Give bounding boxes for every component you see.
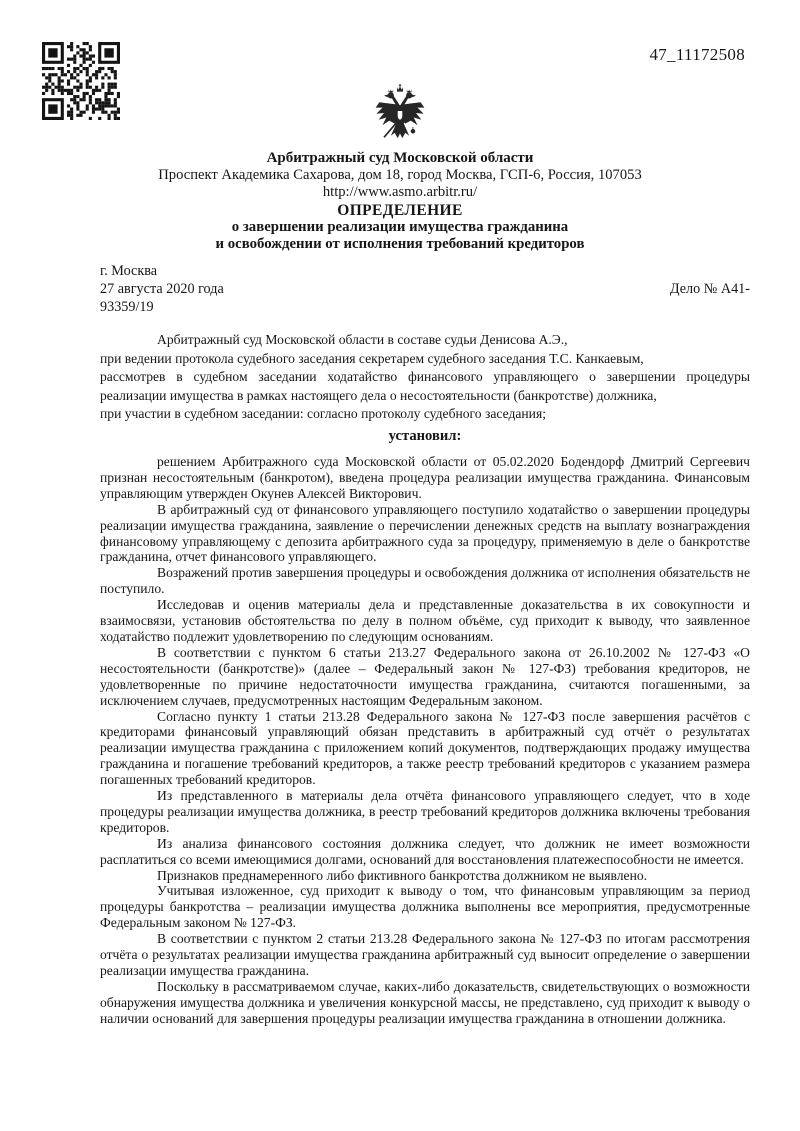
ruling-paragraph: Из анализа финансового состояния должника следует, что должник не имеет возможности расплатиться со всеми имеющимися долгами, оснований для восстановления платежеспособности не имеется. [100, 835, 750, 867]
document-title: ОПРЕДЕЛЕНИЕ [337, 202, 463, 219]
ruling-paragraph: Признаков преднамеренного либо фиктивного банкротства должником не выявлено. [157, 867, 648, 883]
document-header [0, 0, 800, 253]
document-subtitle-line2: и освобождении от исполнения требований кредиторов [215, 236, 585, 252]
ruling-paragraph: Согласно пункту 1 статьи 213.28 Федерального закона № 127-ФЗ после завершения расчётов с кредиторами финансовый управляющий обязан представить в арбитражный суд отчёт о результатах реализации имущества гражданина с приложением копий документов, подтверждающих продажу имущества гражданина и погашение требований кредиторов, а также реестр требований кредиторов с указанием размера погашенных требований кредиторов. [100, 708, 750, 788]
intro-line-attendance: при участии в судебном заседании: согласно протоколу судебного заседания; [100, 406, 546, 421]
intro-line-court-composition: Арбитражный суд Московской области в составе судьи Денисова А.Э., [157, 332, 568, 347]
decision-date: 27 августа 2020 года [100, 281, 224, 297]
document-number: 47_11172508 [649, 45, 745, 64]
court-name: Арбитражный суд Московской области [266, 150, 534, 166]
ruling-paragraph: В соответствии с пунктом 2 статьи 213.28 Федерального закона № 127-ФЗ по итогам рассмотрения отчёта о результатах реализации имущества гражданина арбитражный суд выносит определение о завершении реализации имущества гражданина. [100, 931, 750, 978]
ruling-heading: установил: [388, 427, 462, 444]
ruling-paragraph: Поскольку в рассматриваемом случае, каких-либо доказательств, свидетельствующих о возможности обнаружения имущества должника и увеличения конкурсной массы, не представлено, суд приходит к выводу о наличии оснований для завершения процедуры реализации имущества гражданина в отношении должника. [100, 978, 750, 1026]
intro-line-secretary: при ведении протокола судебного заседания секретарем судебного заседания Т.С. Канкаевым, [100, 350, 644, 366]
case-number-label: Дело № А41- [669, 281, 750, 297]
ruling-paragraph: В арбитражный суд от финансового управляющего поступило ходатайство о завершении процедуры реализации имущества гражданина, заявление о перечислении денежных средств на выплату вознаграждения финансовому управляющему с депозита арбитражного суда за процедуру, применяемую в деле о банкротстве гражданина, отчет финансового управляющего. [100, 501, 750, 565]
ruling-paragraph: Возражений против завершения процедуры и освобождения должника от исполнения обязательств не поступило. [100, 565, 750, 597]
date-case-row [100, 280, 750, 298]
court-website-url: http://www.asmo.arbitr.ru/ [322, 184, 478, 200]
place-of-issue: г. Москва [100, 263, 158, 279]
ruling-paragraph: решением Арбитражного суда Московской области от 05.02.2020 Бодендорф Дмитрий Сергеевич признан несостоятельным (банкротом), введена процедура реализации имущества гражданина. Финансовым управляющим утвержден Окунев Алексей Викторович. [100, 454, 750, 501]
ruling-paragraph: Учитывая изложенное, суд приходит к выводу о том, что финансовым управляющим за период процедуры банкротства – реализации имущества должника выполнены все мероприятия, предусмотренные Федеральным законом № 127-ФЗ. [100, 883, 750, 931]
ruling-paragraph: В соответствии с пунктом 6 статьи 213.27 Федерального закона от 26.10.2002 № 127-ФЗ «О несостоятельности (банкротстве)» (далее – Федеральный закон № 127-ФЗ) требования кредиторов, не удовлетворенные по причине недостаточности имущества гражданина, считаются погашенными, за исключением случаев, предусмотренных настоящим Федеральным законом. [100, 644, 750, 708]
qr-code-icon [42, 42, 120, 120]
russia-coat-of-arms-icon [372, 84, 428, 148]
ruling-paragraph: Из представленного в материалы дела отчёта финансового управляющего следует, что в ходе процедуры реализации имущества должника, в реестр требований кредиторов должника включены требования кредиторов. [100, 788, 750, 835]
court-address: Проспект Академика Сахарова, дом 18, город Москва, ГСП-6, Россия, 107053 [158, 167, 642, 183]
case-number-tail: 93359/19 [100, 299, 154, 315]
intro-line-motion: рассмотрев в судебном заседании ходатайство финансового управляющего о завершении процедуры реализации имущества в рамках настоящего дела о несостоятельности (банкротстве) должника, [100, 369, 750, 403]
case-info-block [100, 262, 750, 316]
qr-code-svg [42, 42, 120, 120]
document-subtitle-line1: о завершении реализации имущества гражданина [231, 219, 569, 235]
document-body [100, 331, 750, 1027]
ruling-paragraph: Исследовав и оценив материалы дела и представленные доказательства в их совокупности и взаимосвязи, установив обстоятельства по делу в полном объёме, суд приходит к выводу, что заявленное ходатайство подлежит удовлетворению по следующим основаниям. [100, 597, 750, 644]
